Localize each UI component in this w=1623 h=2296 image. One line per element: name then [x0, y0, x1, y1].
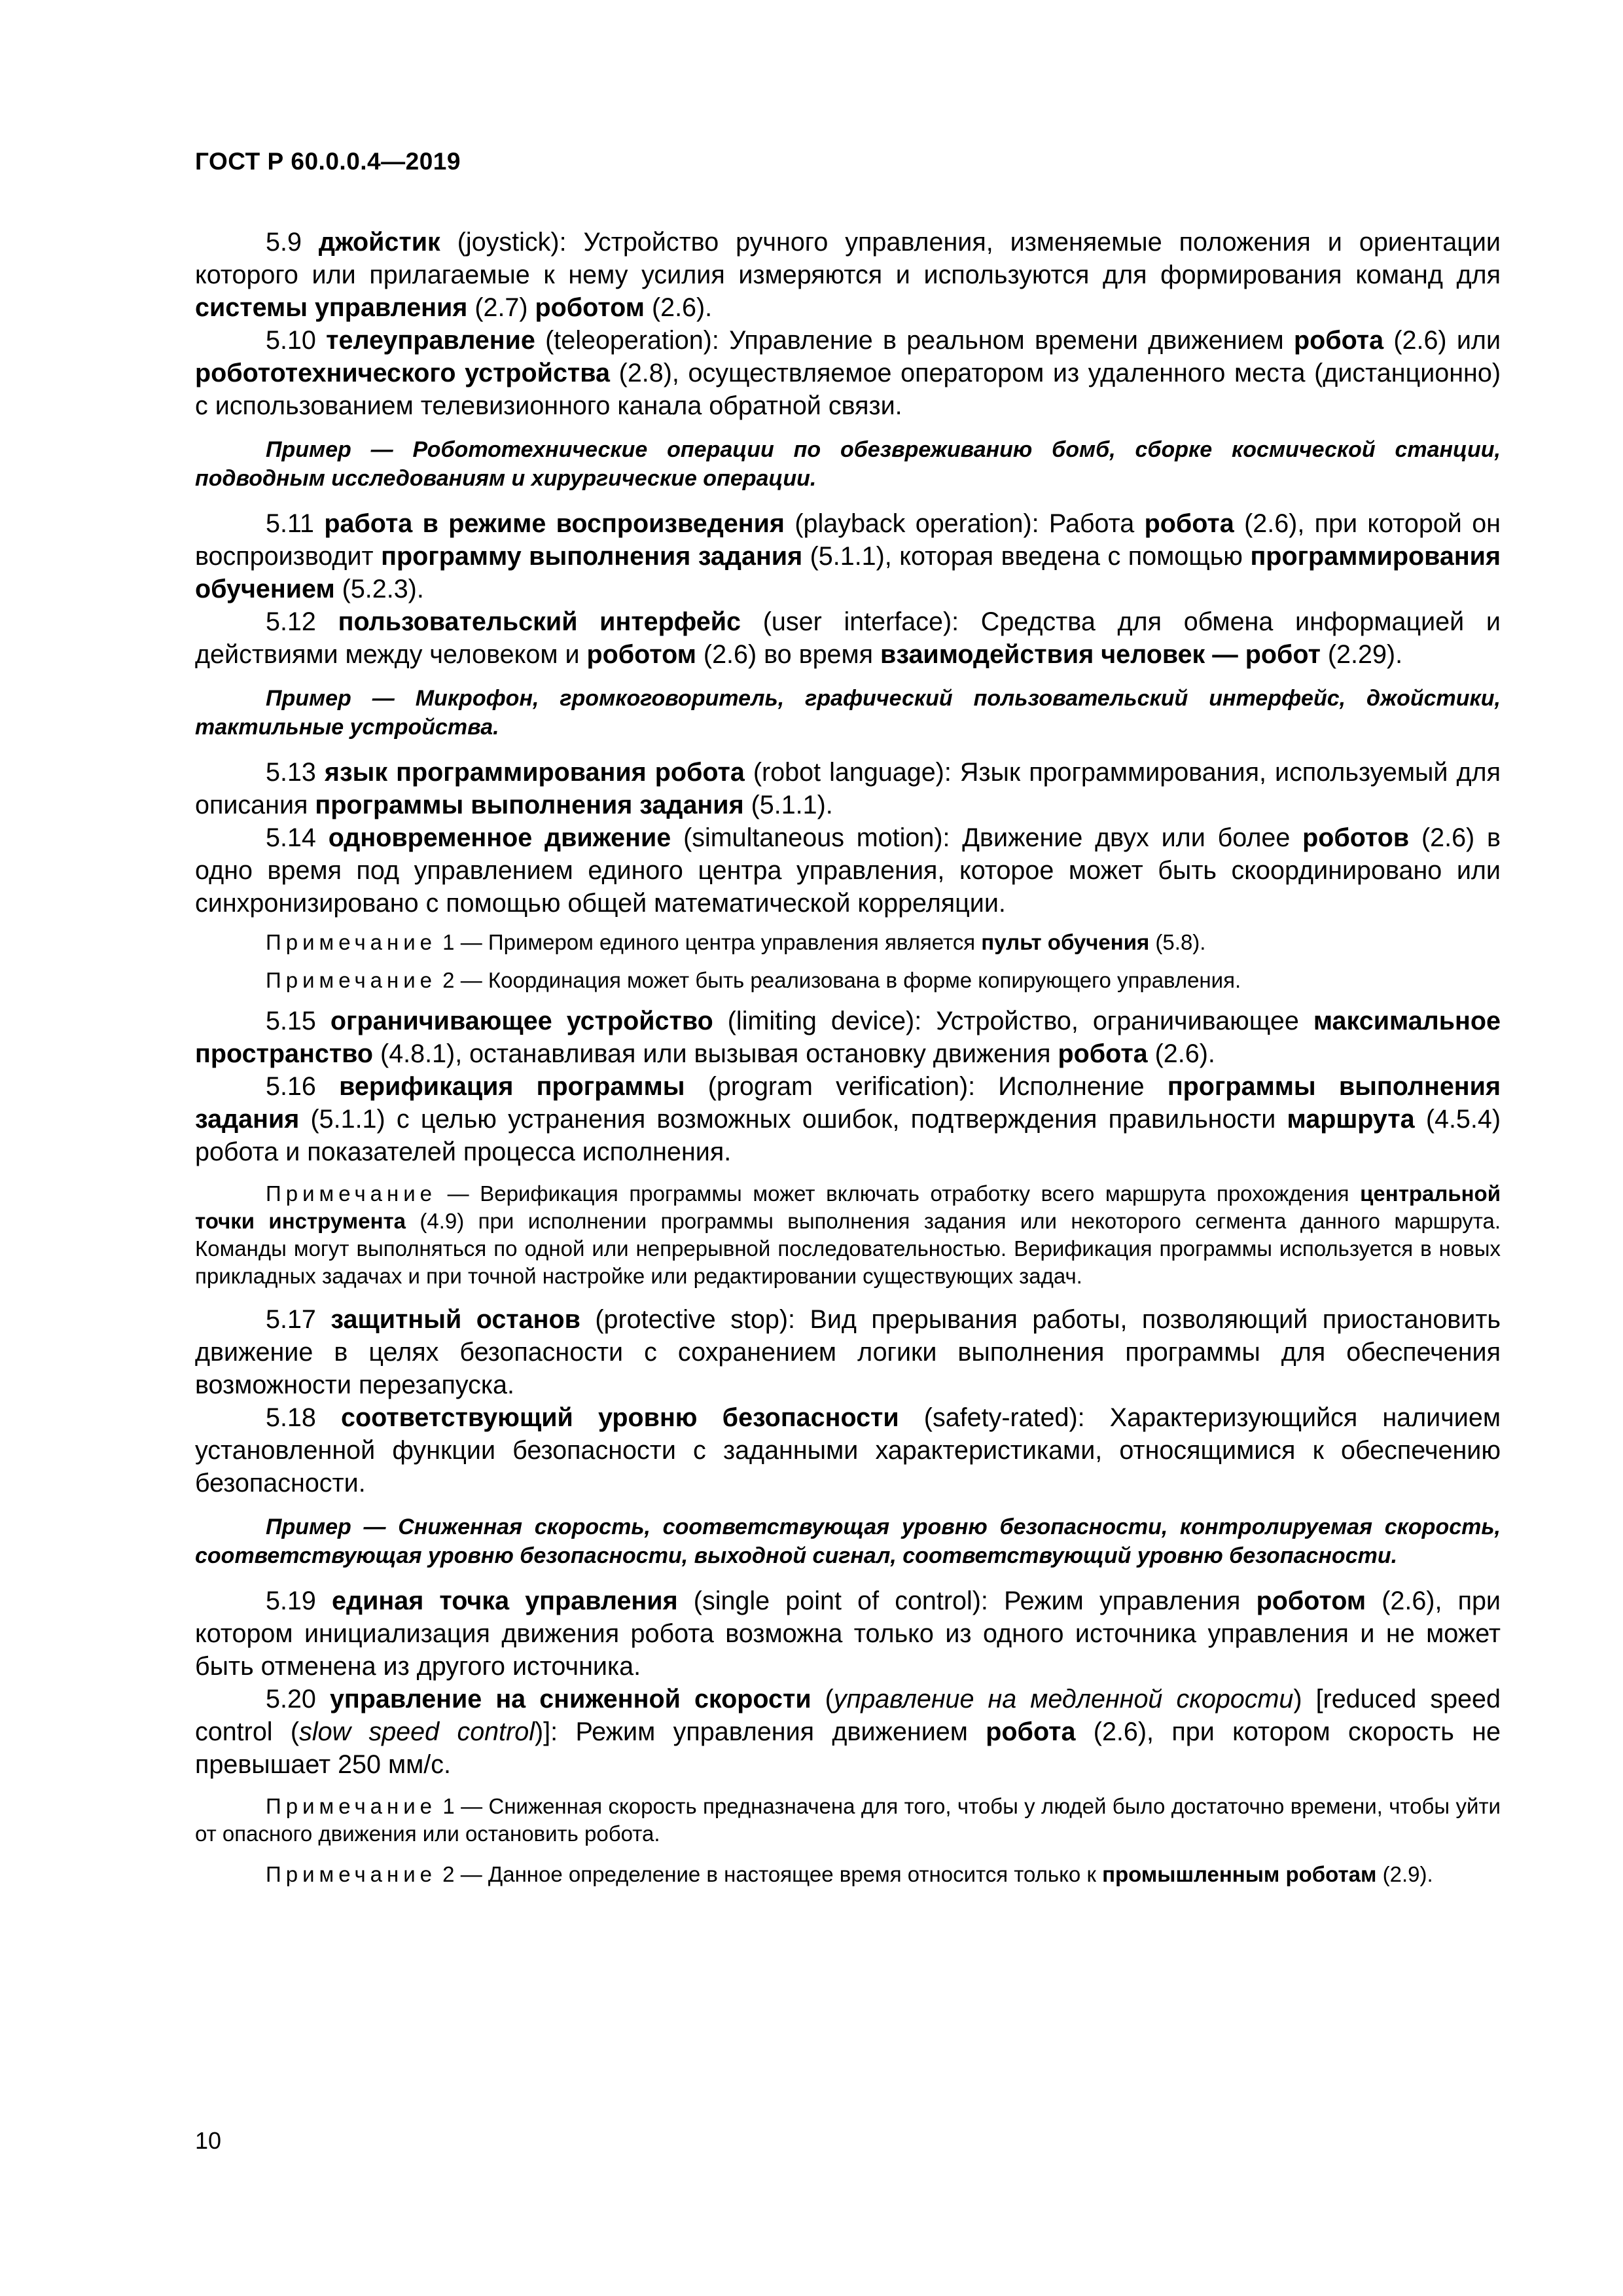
page-number: 10 — [195, 2127, 222, 2154]
text-run: (2.6). — [1147, 1039, 1215, 1068]
note-paragraph — [195, 1793, 1501, 1848]
term-bold: робота — [1293, 326, 1384, 355]
text-run: (limiting device): Устройство, ограничивающее — [713, 1007, 1313, 1035]
text-run: (2.7) — [467, 293, 535, 322]
text-run: (5.1.1), которая введена с помощью — [802, 542, 1251, 571]
term-bold: телеуправление — [326, 326, 535, 355]
text-run: управление на медленной скорости — [833, 1685, 1294, 1713]
text-run: 5.19 — [266, 1587, 332, 1615]
term-bold: верификация программы — [339, 1072, 685, 1101]
term-bold: центральной точки инструмента — [195, 1181, 1501, 1233]
text-run: (4.5.4) робота и показателей процесса исполнения. — [195, 1105, 1501, 1166]
text-run: (single point of control): Режим управления — [677, 1587, 1257, 1615]
definition-paragraph — [195, 605, 1501, 671]
note-paragraph — [195, 929, 1501, 956]
text-run: (protective stop): Вид прерывания работы, позволяющий приостановить движение в целях безопасности с сохранением логики выполнения программы для обеспечения возможности перезапуска. — [195, 1305, 1501, 1399]
term-bold: максимальное пространство — [195, 1007, 1501, 1068]
note-paragraph — [195, 967, 1501, 994]
term-bold: роботов — [1302, 823, 1410, 852]
term-bold: программы выполнения задания — [195, 1072, 1501, 1134]
text-run: (2.29). — [1320, 640, 1403, 669]
note-label: Примечание — [266, 968, 437, 992]
text-run: 2 — Данное определение в настоящее время относится только к — [437, 1862, 1103, 1886]
text-run: (2.6), при котором скорость не превышает 250 мм/с. — [195, 1717, 1501, 1779]
term-bold: роботом — [535, 293, 645, 322]
text-run: (user interface): Средства для обмена информацией и действиями между человеком и — [195, 607, 1501, 669]
document-code-header: ГОСТ Р 60.0.0.4—2019 — [195, 148, 461, 175]
term-bold: робототехнического устройства — [195, 359, 611, 387]
text-run: ( — [811, 1685, 834, 1713]
text-run: slow speed control — [299, 1717, 535, 1746]
text-run: (teleoperation): Управление в реальном времени движением — [535, 326, 1294, 355]
note-paragraph — [195, 1861, 1501, 1888]
text-run: 5.10 — [266, 326, 327, 355]
term-bold: взаимодействия человек — робот — [880, 640, 1321, 669]
text-run: (safety-rated): Характеризующийся наличием установленной функции безопасности с заданными характеристиками, относящимися к обеспечению безопасности. — [195, 1403, 1501, 1498]
definition-paragraph — [195, 226, 1501, 324]
term-bold: работа в режиме воспроизведения — [324, 509, 785, 538]
term-bold: робота — [1144, 509, 1234, 538]
text-run: Пример — Сниженная скорость, соответствующая уровню безопасности, контролируемая скорость, соответствующая уровню безопасности, выходной сигнал, соответствующий уровню безопасности. — [195, 1515, 1501, 1568]
text-run: 5.11 — [266, 509, 325, 538]
text-run: (2.6) или — [1383, 326, 1501, 355]
text-run: 5.12 — [266, 607, 338, 636]
term-bold: единая точка управления — [332, 1587, 678, 1615]
term-bold: программу выполнения задания — [381, 542, 803, 571]
term-bold: соответствующий уровню безопасности — [341, 1403, 899, 1432]
definition-paragraph — [195, 756, 1501, 821]
note-label: Примечание — [266, 1862, 437, 1886]
text-run: (2.6), при которой он воспроизводит — [195, 509, 1501, 571]
text-run: (program verification): Исполнение — [685, 1072, 1168, 1101]
text-run: (4.9) при исполнении программы выполнения задания или некоторого сегмента данного маршрута. Команды могут выполняться по одной или непрерывной последовательностью. Верификация программы используется в новых прикладных задачах и при точной настройке или редактировании существующих задач. — [195, 1209, 1501, 1288]
document-body — [195, 226, 1501, 1901]
text-run: (2.9). — [1376, 1862, 1433, 1886]
definition-paragraph — [195, 507, 1501, 605]
text-run: (joystick): Устройство ручного управления, изменяемые положения и ориентации которого или прилагаемые к нему усилия измеряются и используются для формирования команд для — [195, 228, 1501, 289]
text-run: 5.15 — [266, 1007, 330, 1035]
definition-paragraph — [195, 1070, 1501, 1168]
text-run: (2.6), при котором инициализация движения робота возможна только из одного источника управления и не может быть отменена из другого источника. — [195, 1587, 1501, 1681]
text-run: (2.6). — [644, 293, 713, 322]
text-run: (simultaneous motion): Движение двух или более — [671, 823, 1303, 852]
text-run: (5.8). — [1149, 930, 1206, 954]
definition-paragraph — [195, 1683, 1501, 1781]
term-bold: пользовательский интерфейс — [338, 607, 741, 636]
term-bold: роботом — [586, 640, 696, 669]
text-run: 1 — Сниженная скорость предназначена для того, чтобы у людей было достаточно времени, чтобы уйти от опасного движения или остановить робота. — [195, 1794, 1501, 1846]
text-run: 5.13 — [266, 758, 325, 787]
text-run: (5.2.3). — [334, 575, 424, 603]
definition-paragraph — [195, 324, 1501, 422]
example-paragraph — [195, 1513, 1501, 1570]
note-paragraph — [195, 1180, 1501, 1290]
text-run: ) [reduced speed control ( — [195, 1685, 1501, 1746]
term-bold: ограничивающее устройство — [330, 1007, 713, 1035]
term-bold: промышленным роботам — [1102, 1862, 1377, 1886]
term-bold: защитный останов — [330, 1305, 580, 1334]
definition-paragraph — [195, 821, 1501, 920]
text-run: (robot language): Язык программирования, используемый для описания — [195, 758, 1501, 819]
term-bold: программирования обучением — [195, 542, 1501, 603]
text-run: Пример — Микрофон, громкоговоритель, графический пользовательский интерфейс, джойстики, тактильные устройства. — [195, 686, 1501, 740]
definition-paragraph — [195, 1585, 1501, 1683]
definition-paragraph — [195, 1401, 1501, 1499]
text-run: (2.8), осуществляемое оператором из удаленного места (дистанционно) с использованием телевизионного канала обратной связи. — [195, 359, 1501, 420]
term-bold: джойстик — [318, 228, 440, 257]
text-run: — Верификация программы может включать отработку всего маршрута прохождения — [437, 1181, 1361, 1206]
text-run: (2.6) в одно время под управлением единого центра управления, которое может быть скоординировано или синхронизировано с помощью общей математической корреляции. — [195, 823, 1501, 918]
term-bold: язык программирования робота — [324, 758, 745, 787]
example-paragraph — [195, 684, 1501, 742]
text-run: 5.14 — [266, 823, 329, 852]
text-run: (5.1.1) с целью устранения возможных ошибок, подтверждения правильности — [299, 1105, 1287, 1134]
term-bold: роботом — [1256, 1587, 1366, 1615]
term-bold: маршрута — [1287, 1105, 1415, 1134]
text-run: 5.17 — [266, 1305, 331, 1334]
note-label: Примечание — [266, 1794, 437, 1818]
term-bold: робота — [1058, 1039, 1148, 1068]
note-label: Примечание — [266, 930, 437, 954]
text-run: (4.8.1), останавливая или вызывая остановку движения — [373, 1039, 1058, 1068]
text-run: (5.1.1). — [743, 791, 833, 819]
term-bold: пульт обучения — [981, 930, 1150, 954]
text-run: 5.18 — [266, 1403, 342, 1432]
text-run: (2.6) во время — [696, 640, 881, 669]
term-bold: одновременное движение — [328, 823, 671, 852]
example-paragraph — [195, 435, 1501, 493]
text-run: )]: Режим управления движением — [535, 1717, 986, 1746]
definition-paragraph — [195, 1303, 1501, 1401]
note-label: Примечание — [266, 1181, 437, 1206]
text-run: 1 — Примером единого центра управления является — [437, 930, 982, 954]
term-bold: системы управления — [195, 293, 468, 322]
term-bold: управление на сниженной скорости — [329, 1685, 812, 1713]
text-run: 5.9 — [266, 228, 319, 257]
text-run: Пример — Робототехнические операции по обезвреживанию бомб, сборке космической станции, подводным исследованиям и хирургические операции. — [195, 437, 1501, 491]
text-run: 5.16 — [266, 1072, 340, 1101]
definition-paragraph — [195, 1005, 1501, 1070]
text-run: 2 — Координация может быть реализована в форме копирующего управления. — [437, 968, 1241, 992]
text-run: (playback operation): Работа — [784, 509, 1145, 538]
term-bold: программы выполнения задания — [315, 791, 744, 819]
term-bold: робота — [986, 1717, 1076, 1746]
text-run: 5.20 — [266, 1685, 330, 1713]
